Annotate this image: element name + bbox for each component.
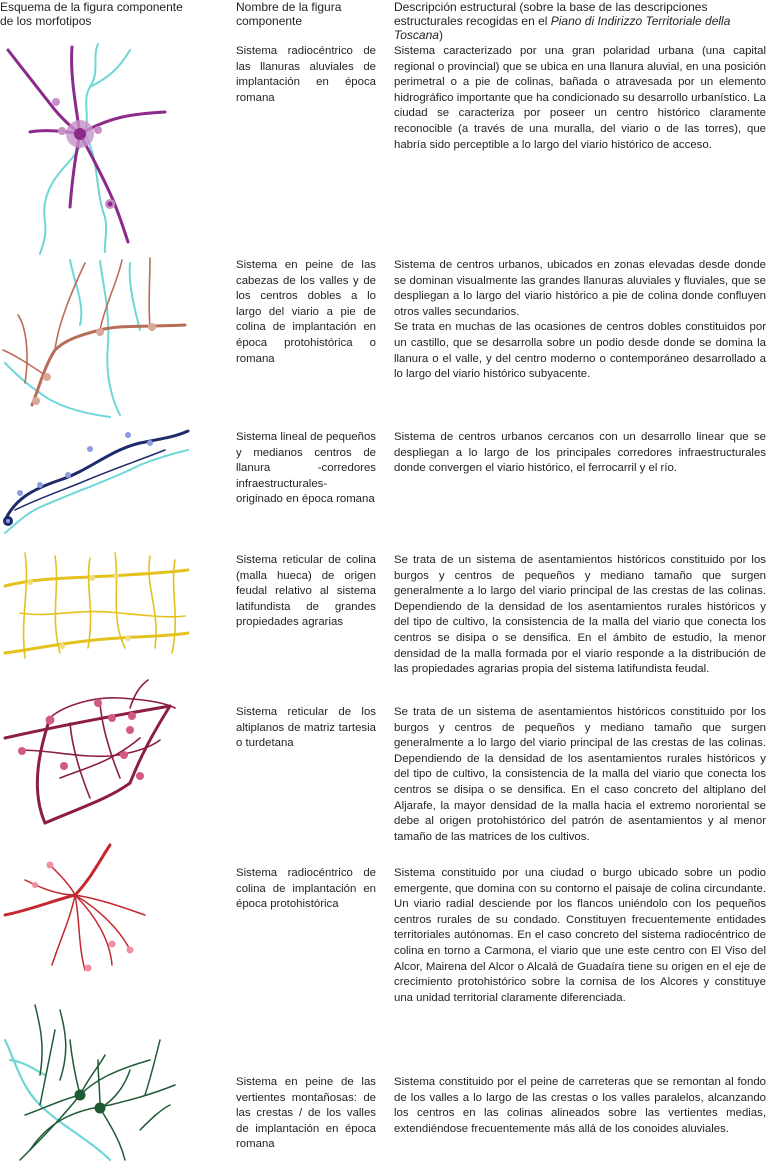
row4-name: Sistema reticular de colina (malla hueca) de origen feudal relativo al sistema latifundista de grandes propiedades agrarias: [236, 554, 376, 629]
diagram-comb-valley-heads: [0, 255, 190, 420]
diagram-linear-corridor: [0, 425, 190, 535]
row2-description: [394, 258, 766, 383]
row2-description-p1: Sistema de centros urbanos, ubicados en zonas elevadas desde donde se dominan visualmente las grandes llanuras aluviales y fluviales, que se despliegan a lo largo del viario histórico a pie de colina donde confluyen otros valles secundarios.: [394, 259, 766, 318]
row2-name: Sistema en peine de las cabezas de los valles y de los centros dobles a lo largo del viario a pie de colina de implantación en época protohistórica o romana: [236, 259, 376, 365]
diagram-reticular-plateau: [0, 678, 190, 828]
diagram-comb-mountain-slopes: [0, 1000, 190, 1166]
row3-description: Sistema de centros urbanos cercanos con un desarrollo linear que se despliegan a lo largo de los principales corredores infraestructurales donde convergen el viario histórico, el ferrocarril y el río.: [394, 431, 766, 475]
row4-description: Se trata de un sistema de asentamientos históricos constituido por los burgos y centros de pequeños y mediano tamaño que surgen generalmente a lo largo del viario principal de las crestas de las colinas. Dependiendo de la densidad de los asentamientos rurales históricos y del tipo de cultivo, la consistencia de la malla del viario que conecta los centros se disipa o se densifica. En el ámbito de estudio, la menor densidad de la malla formada por el viario responde a la distribución de las propiedades agrarias propia del sistema latifundista feudal.: [394, 554, 766, 676]
row6-description: Sistema constituido por una ciudad o burgo ubicado sobre un podio emergente, que domina con su contorno el paisaje de colina circundante. Un viario radial desciende por los flancos uniéndolo con los pequeños centros rurales de su condado. Constituyen frecuentemente entidades territoriales autónomas. En el caso concreto del sistema radiocéntrico de colina en torno a Carmona, el viario que une este centro con El Viso del Alcor, Mairena del Alcor o Alcalá de Guadaíra tiene su origen en el eje de crecimiento protohistórico sobre la cornisa de los Alcores y constituye una unidad territorial claramente diferenciada.: [394, 867, 766, 1004]
header-col-description: [394, 0, 766, 42]
row3-name: Sistema lineal de pequeños y medianos centros de llanura -corredores infraestructurales- originado en época romana: [236, 431, 376, 506]
row5-description: Se trata de un sistema de asentamientos históricos constituido por los burgos y centros de pequeños y mediano tamaño que surgen generalmente a lo largo del viario principal de las crestas de las colinas. Dependiendo de la densidad de los asentamientos rurales históricos y del tipo de cultivo, la consistencia de la malla del viario que conecta los centros se disipa o se densifica. En el caso concreto del altiplano del Aljarafe, la mayor densidad de la malla hacia el extremo nororiental se debe al origen protohistórico del patrón de asentamientos y al menor tamaño de las matrices de los cultivos.: [394, 706, 766, 843]
header-col3-italic: Piano di Indirizzo Territoriale della Toscana: [394, 14, 731, 42]
row2-description-p2: Se trata en muchas de las ocasiones de centros dobles constituidos por un castillo, que se desarrolla sobre un podio desde donde se domina la llanura o el valle, y del centro moderno o contemporáneo desarrollado a lo largo del viario histórico subyacente.: [394, 321, 766, 381]
row7-description: Sistema constituido por el peine de carreteras que se remontan al fondo de los valles a lo largo de las crestas o los valles paralelos, alcanzando los centros en las colinas alineados sobre las vertientes medias, extendiéndose frecuentemente más allá de los conoides aluviales.: [394, 1076, 766, 1135]
diagram-radiocentric-alluvial: [0, 42, 190, 257]
row7-name: Sistema en peine de las vertientes montañosas: de las crestas / de los valles de implantación en época romana: [236, 1076, 376, 1151]
header-col3-text: Descripción estructural (sobre la base de las descripciones estructurales recogidas en el: [394, 0, 708, 28]
row1-description: Sistema caracterizado por una gran polaridad urbana (una capital regional o provincial) que se ubica en una llanura aluvial, en una posición perimetral o a pie de colinas, bañada o atravesada por un elemento hidrográfico importante que ha condicionado su desarrollo urbanístico. La ciudad se caracteriza por poseer un centro histórico claramente reconocible (a través de una muralla, del viario o de las torres), que habría sido perceptible a lo largo del viario histórico de acceso.: [394, 45, 766, 151]
header-col-schema: Esquema de la figura componente de los morfotipos: [0, 0, 183, 28]
row1-name: Sistema radiocéntrico de las llanuras aluviales de implantación en época romana: [236, 45, 376, 104]
diagram-reticular-hill: [0, 548, 190, 663]
row5-name: Sistema reticular de los altiplanos de matriz tartesia o turdetana: [236, 706, 376, 750]
header-col-name: Nombre de la figura componente: [236, 0, 342, 28]
header-col3-close: ): [438, 28, 443, 42]
row6-name: Sistema radiocéntrico de colina de implantación en época protohistórica: [236, 867, 376, 911]
diagram-radiocentric-hill: [0, 840, 190, 980]
